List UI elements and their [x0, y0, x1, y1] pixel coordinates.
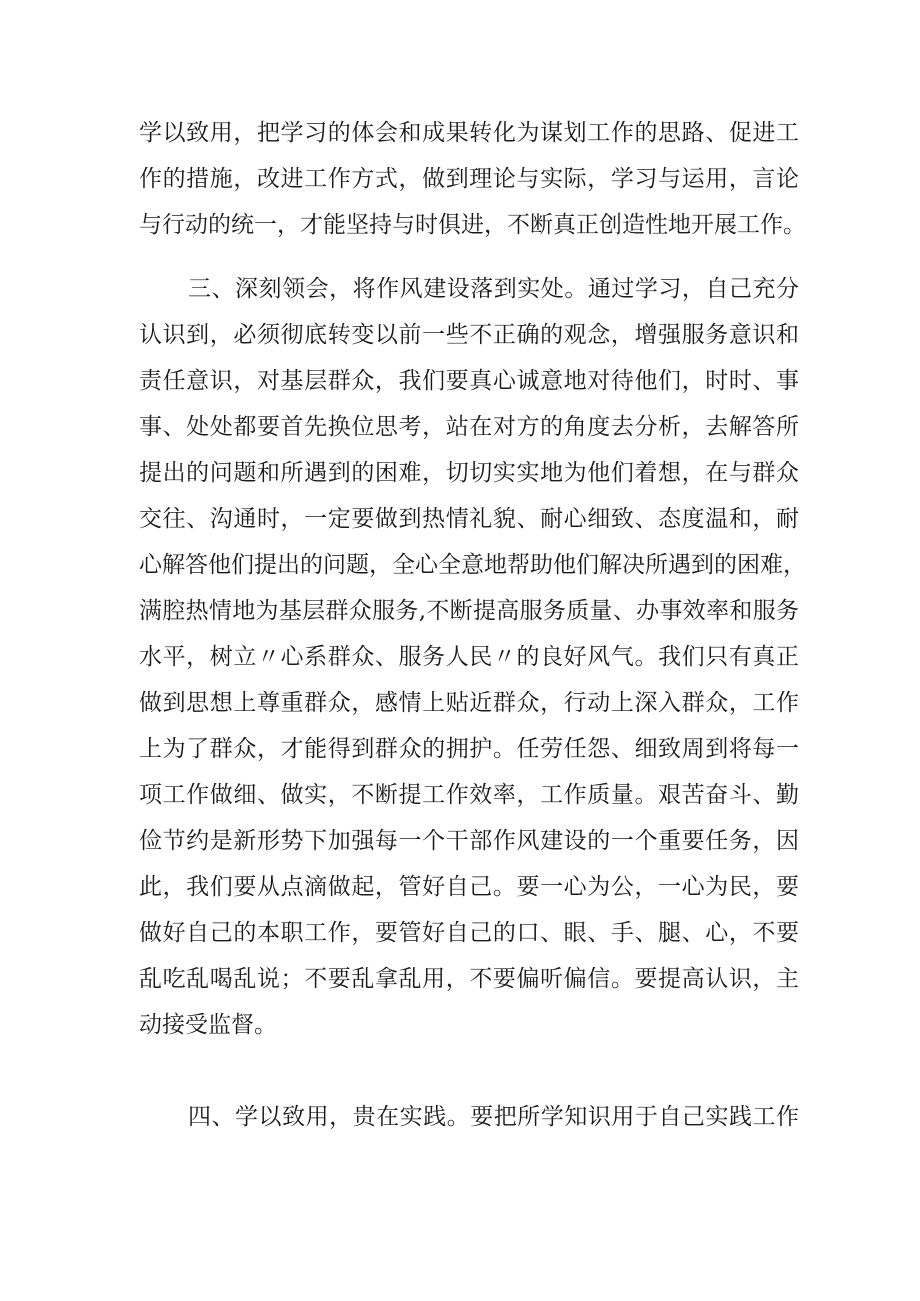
paragraph-2-line-13: 俭节约是新形势下加强每一个干部作风建设的一个重要任务，因	[139, 828, 799, 854]
paragraph-2-line-7: 心解答他们提出的问题，全心全意地帮助他们解决所遇到的困难，	[139, 552, 806, 578]
paragraph-2-line-3: 责任意识，对基层群众，我们要真心诚意地对待他们，时时、事	[139, 368, 799, 394]
paragraph-2-line-4: 事、处处都要首先换位思考，站在对方的角度去分析，去解答所	[139, 414, 799, 440]
paragraph-2-line-9: 水平，树立〃心系群众、服务人民〃的良好风气。我们只有真正	[139, 644, 799, 670]
paragraph-1-line-2: 作的措施，改进工作方式，做到理论与实际，学习与运用，言论	[139, 166, 799, 192]
paragraph-2-line-6: 交往、沟通时，一定要做到热情礼貌、耐心细致、态度温和，耐	[139, 506, 799, 532]
paragraph-2-line-8: 满腔热情地为基层群众服务,不断提高服务质量、办事效率和服务	[139, 598, 799, 624]
paragraph-2-line-15: 做好自己的本职工作，要管好自己的口、眼、手、腿、心，不要	[139, 920, 799, 946]
paragraph-2-line-2: 认识到，必须彻底转变以前一些不正确的观念，增强服务意识和	[139, 322, 799, 348]
paragraph-2-line-1: 三、深刻领会，将作风建设落到实处。通过学习，自己充分	[188, 276, 799, 302]
paragraph-2-line-14: 此，我们要从点滴做起，管好自己。要一心为公，一心为民，要	[139, 874, 799, 900]
paragraph-1-line-3: 与行动的统一，才能坚持与时俱进，不断真正创造性地开展工作。	[139, 212, 806, 238]
paragraph-2-line-10: 做到思想上尊重群众，感情上贴近群众，行动上深入群众，工作	[139, 690, 799, 716]
paragraph-3-line-1: 四、学以致用，贵在实践。要把所学知识用于自己实践工作	[188, 1104, 799, 1130]
paragraph-2-line-12: 项工作做细、做实，不断提工作效率，工作质量。艰苦奋斗、勤	[139, 782, 799, 808]
paragraph-1-line-1: 学以致用，把学习的体会和成果转化为谋划工作的思路、促进工	[139, 120, 799, 146]
paragraph-2-line-11: 上为了群众，才能得到群众的拥护。任劳任怨、细致周到将每一	[139, 736, 799, 762]
paragraph-2-line-17: 动接受监督。	[139, 1012, 277, 1038]
paragraph-2-line-16: 乱吃乱喝乱说；不要乱拿乱用，不要偏听偏信。要提高认识，主	[139, 966, 799, 992]
paragraph-2-line-5: 提出的问题和所遇到的困难，切切实实地为他们着想，在与群众	[139, 460, 799, 486]
